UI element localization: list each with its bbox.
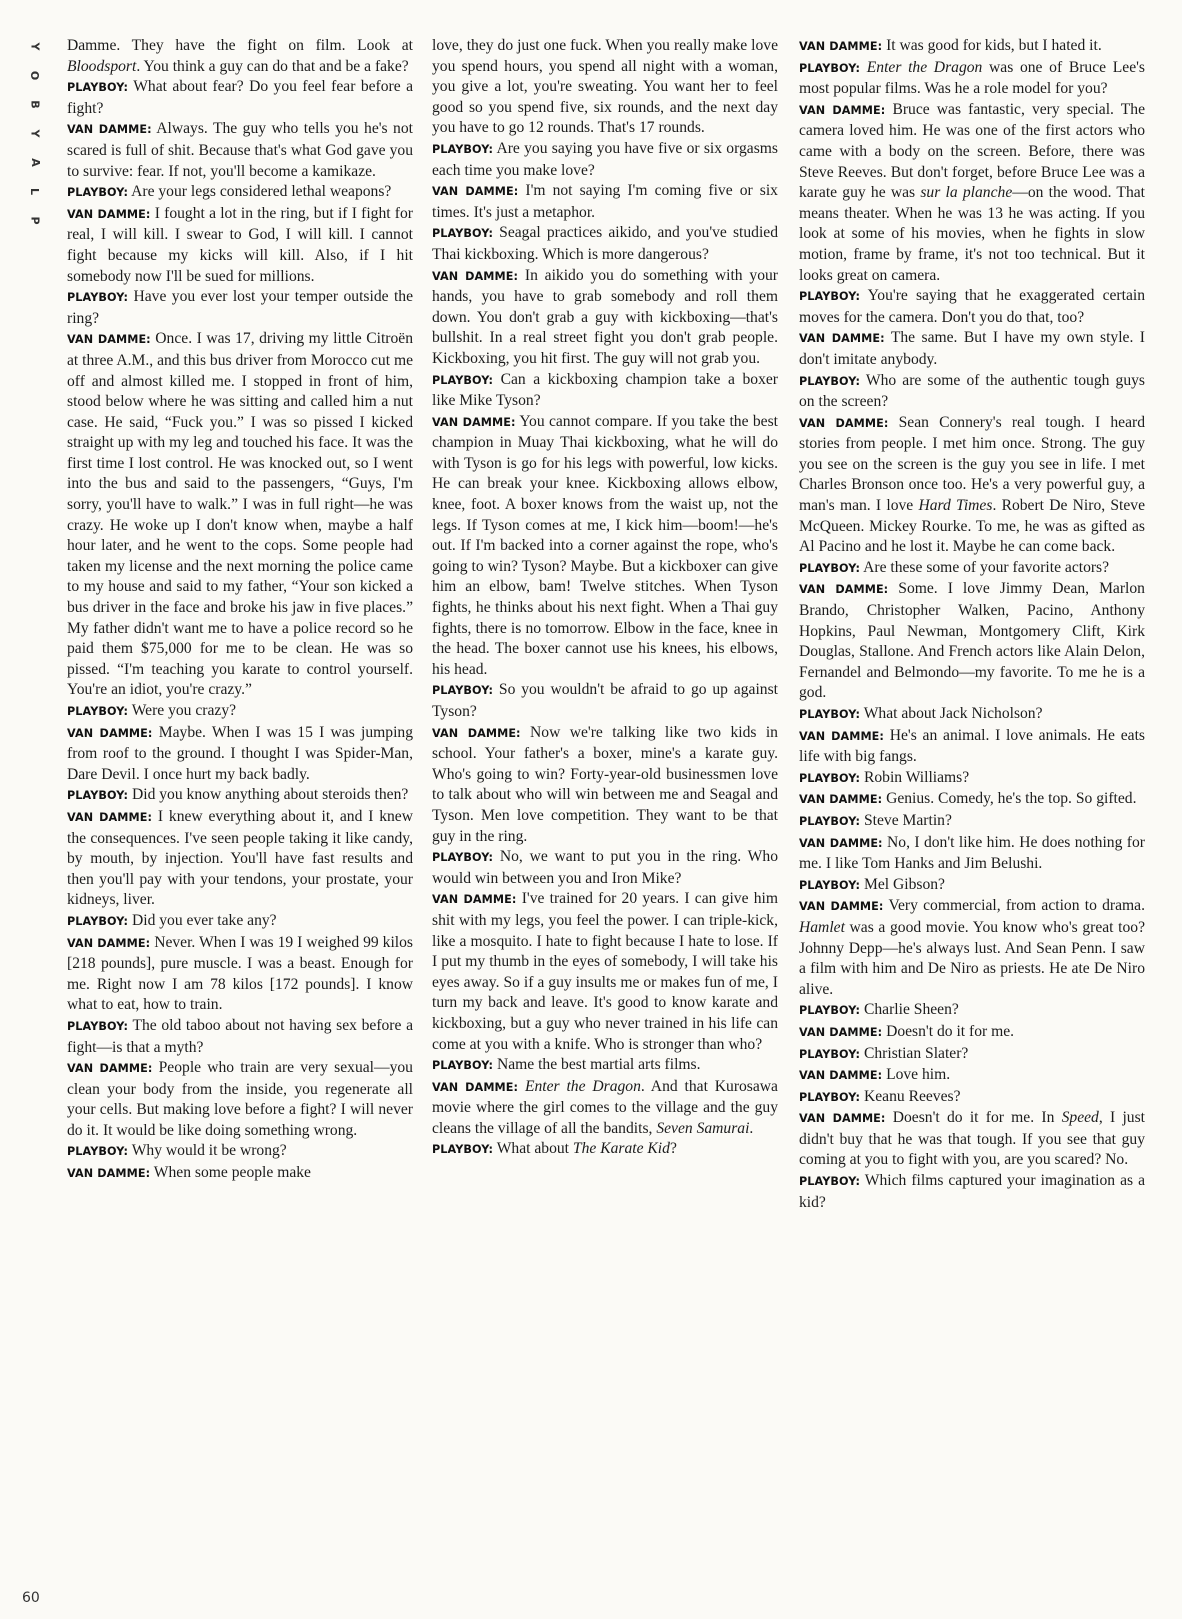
interview-paragraph xyxy=(432,1055,778,1077)
speaker-label: VAN DAMME: xyxy=(799,416,889,430)
text-column-1 xyxy=(67,36,413,1185)
paragraph-text: What about Jack Nicholson? xyxy=(863,705,1043,722)
interview-paragraph xyxy=(67,1163,413,1185)
interview-paragraph xyxy=(799,1044,1145,1066)
interview-paragraph xyxy=(799,58,1145,100)
paragraph-text: Did you ever take any? xyxy=(131,911,277,929)
speaker-label: VAN DAMME: xyxy=(799,793,883,807)
interview-paragraph xyxy=(432,139,778,181)
running-head xyxy=(28,40,42,227)
speaker-label: VAN DAMME: xyxy=(432,726,521,740)
paragraph-text: I've trained for 20 years. I can give him shit with my legs, you feel the power. I can triple-kick, like a mosquito. I hate to fight because I hate to lose. If I put my thumb in the eyes of somebody, I will take his eyes away. So if a guy insults me or makes fun of me, I turn my back and leave. It's good to know karate and kickboxing, but a guy who never trained in his life can come at you with a knife. Who is stronger than who? xyxy=(432,890,778,1053)
paragraph-text: In aikido you do something with your hands, you have to grab somebody and roll them down. You don't grab a guy with kickboxing—that's bullshit. In a real street fight you don't grab people. Kickboxing, you hit first. The guy will not grab you. xyxy=(432,266,778,367)
paragraph-text: Always. The guy who tells you he's not scared is full of shit. Because that's what God gave you to survive: fear. If not, you'll become a kamikaze. xyxy=(67,120,413,180)
paragraph-text: Never. When I was 19 I weighed 99 kilos [218 pounds], pure muscle. I was a beast. Enough for me. Right now I am 78 kilos [172 pounds]. I know what to eat, how to train. xyxy=(67,933,413,1014)
speaker-label: PLAYBOY: xyxy=(799,374,861,388)
speaker-label: VAN DAMME: xyxy=(67,810,153,824)
speaker-label: PLAYBOY: xyxy=(799,1090,861,1104)
interview-paragraph xyxy=(432,223,778,265)
paragraph-text: The old taboo about not having sex before a fight—is that a myth? xyxy=(67,1016,413,1056)
speaker-label: PLAYBOY: xyxy=(432,1143,494,1157)
interview-paragraph xyxy=(67,1058,413,1141)
speaker-label: VAN DAMME: xyxy=(799,1025,883,1039)
speaker-label: PLAYBOY: xyxy=(432,851,494,865)
interview-paragraph xyxy=(799,371,1145,413)
interview-paragraph xyxy=(799,726,1145,768)
interview-paragraph xyxy=(67,807,413,911)
speaker-label: PLAYBOY: xyxy=(799,708,861,721)
interview-paragraph xyxy=(799,833,1145,875)
speaker-label: VAN DAMME: xyxy=(67,207,151,221)
running-head-letter: A xyxy=(28,158,42,167)
paragraph-text: Robin Williams? xyxy=(863,768,970,786)
speaker-label: VAN DAMME: xyxy=(799,583,889,597)
speaker-label: PLAYBOY: xyxy=(799,1004,861,1018)
speaker-label: VAN DAMME: xyxy=(799,1069,883,1083)
paragraph-text: Some. I love Jimmy Dean, Marlon Brando, Christopher Walken, Pacino, Anthony Hopkins, Paul Newman, Montgomery Clift, Kirk Douglas, Stallone. And French actors like Alain Delon, Fernandel and Belmondo—my favorite. To me he is a god. xyxy=(799,580,1145,702)
paragraph-text: Damme. They have the fight on film. Look at Bloodsport. You think a guy can do that and be a fake? xyxy=(67,37,413,75)
interview-paragraph xyxy=(432,370,778,412)
interview-paragraph xyxy=(799,1171,1145,1213)
running-head-letter: Y xyxy=(28,42,42,51)
paragraph-text: Maybe. When I was 15 I was jumping from roof to the ground. I thought I was Spider-Man, Dare Devil. I once hurt my back badly. xyxy=(67,723,413,783)
paragraph-text: Which films captured your imagination as a kid? xyxy=(799,1172,1145,1211)
interview-paragraph xyxy=(67,1016,413,1058)
paragraph-text: No, we want to put you in the ring. Who would win between you and Iron Mike? xyxy=(432,848,778,887)
paragraph-text: Genius. Comedy, he's the top. So gifted. xyxy=(886,790,1137,808)
speaker-label: VAN DAMME: xyxy=(432,415,516,429)
speaker-label: VAN DAMME: xyxy=(799,900,884,914)
interview-paragraph xyxy=(67,36,413,77)
paragraph-text: Name the best martial arts films. xyxy=(496,1056,701,1074)
interview-paragraph xyxy=(799,286,1145,328)
interview-paragraph xyxy=(799,328,1145,370)
paragraph-text: I fought a lot in the ring, but if I fight for real, I will kill. I swear to God, I will kill. I cannot fight because my kicks will kill. Also, if I hit somebody now I'll be sued for millions. xyxy=(67,204,413,285)
interview-paragraph xyxy=(799,1000,1145,1022)
interview-paragraph xyxy=(432,1077,778,1140)
speaker-label: VAN DAMME: xyxy=(432,185,519,199)
interview-paragraph xyxy=(799,1087,1145,1109)
interview-paragraph xyxy=(67,182,413,204)
interview-paragraph xyxy=(799,789,1145,811)
paragraph-text: Once. I was 17, driving my little Citroën at three A.M., and this bus driver from Morocco cut me off and almost killed me. I stopped in front of him, stood below where he was sitting and called him a nut case. He said, “Fuck you.” I was so pissed I kicked straight up with my leg and touched his face. It was the first time I lost control. He was knocked out, so I went into the bus and said to the passengers, “Guys, I'm sorry, you'll have to walk.” I was in full right—he was crazy. He woke up I don't know when, maybe a half hour later, and he went to the cops. Some people had taken my license and the next morning the police came to my house and said to my father, “Your son kicked a bus driver in the face and broke his jaw in five places.” My father didn't want me to have a police record so he paid them $75,000 for me to be clean. He was so pissed. “I'm teaching you karate to control yourself. You're an idiot, you're crazy.” xyxy=(67,330,414,699)
speaker-label: PLAYBOY: xyxy=(432,373,494,387)
speaker-label: PLAYBOY: xyxy=(67,1019,129,1033)
interview-paragraph xyxy=(67,911,413,933)
speaker-label: PLAYBOY: xyxy=(432,1059,494,1073)
speaker-label: PLAYBOY: xyxy=(67,789,129,803)
interview-paragraph xyxy=(67,785,413,807)
interview-paragraph xyxy=(799,1065,1145,1087)
speaker-label: VAN DAMME: xyxy=(67,1062,153,1076)
interview-paragraph xyxy=(67,204,413,287)
speaker-label: VAN DAMME: xyxy=(432,893,517,907)
speaker-label: VAN DAMME: xyxy=(799,1112,886,1126)
speaker-label: VAN DAMME: xyxy=(67,726,153,740)
paragraph-text: Now we're talking like two kids in school. Your father's a boxer, mine's a karate guy. Who's going to win? Forty-year-old businessmen love to talk about who will win between me and Seagal and Tyson. Men love competition. They want to be that guy in the ring. xyxy=(432,723,778,845)
paragraph-text: Keanu Reeves? xyxy=(863,1087,961,1105)
interview-paragraph xyxy=(799,768,1145,790)
paragraph-text: Doesn't do it for me. In Speed, I just didn't buy that he was that tough. If you see that guy coming at you to fight with you, are you scared? No. xyxy=(799,1109,1145,1169)
paragraph-text: Did you know anything about steroids then? xyxy=(131,786,409,804)
text-column-2 xyxy=(432,36,778,1161)
paragraph-text: I'm not saying I'm coming five or six times. It's just a metaphor. xyxy=(432,182,778,221)
speaker-label: PLAYBOY: xyxy=(67,291,129,305)
paragraph-text: Charlie Sheen? xyxy=(863,1001,959,1019)
paragraph-text: Why would it be wrong? xyxy=(131,1142,287,1160)
interview-paragraph xyxy=(799,36,1145,58)
interview-paragraph xyxy=(67,933,413,1016)
interview-paragraph xyxy=(432,680,778,722)
paragraph-text: No, I don't like him. He does nothing for me. I like Tom Hanks and Jim Belushi. xyxy=(799,833,1145,873)
text-column-3 xyxy=(799,36,1145,1213)
interview-paragraph xyxy=(432,266,778,370)
paragraph-text: It was good for kids, but I hated it. xyxy=(886,37,1102,54)
speaker-label: PLAYBOY: xyxy=(67,81,129,95)
speaker-label: VAN DAMME: xyxy=(67,936,151,950)
paragraph-text: Sean Connery's real tough. I heard stories from people. I met him once. Strong. The guy you see on the screen is the guy you see in life. I met Charles Bronson once too. He's a very powerful guy, a man's man. I love Hard Times. Robert De Niro, Steve McQueen. Mickey Rourke. To me, he was as gifted as Al Pacino and he lost it. Maybe he can come back. xyxy=(799,413,1146,556)
paragraph-text: What about fear? Do you feel fear before a fight? xyxy=(67,78,413,117)
speaker-label: PLAYBOY: xyxy=(432,227,494,241)
paragraph-text: When some people make xyxy=(153,1164,311,1182)
interview-paragraph xyxy=(432,847,778,889)
speaker-label: PLAYBOY: xyxy=(432,684,494,698)
paragraph-text: love, they do just one fuck. When you really make love you spend hours, you spend all night with a woman, you give a lot, you're sweating. You want her to feel good so you spend five, six rounds, and the next day you have to go 12 rounds. That's 17 rounds. xyxy=(432,37,778,137)
paragraph-text: People who train are very sexual—you clean your body from the inside, you regenerate all your cells. But making love before a fight? I will never do it. It would be like doing something wrong. xyxy=(67,1059,413,1139)
interview-paragraph xyxy=(432,181,778,223)
speaker-label: PLAYBOY: xyxy=(799,61,861,75)
speaker-label: PLAYBOY: xyxy=(67,705,129,718)
speaker-label: VAN DAMME: xyxy=(67,123,152,137)
paragraph-text: Are you saying you have five or six orgasms each time you make love? xyxy=(432,139,778,179)
paragraph-text: Mel Gibson? xyxy=(863,875,945,893)
page-number: 60 xyxy=(22,1590,40,1606)
speaker-label: VAN DAMME: xyxy=(799,729,884,743)
interview-paragraph xyxy=(67,77,413,119)
interview-paragraph xyxy=(67,723,413,786)
interview-paragraph xyxy=(432,889,778,1055)
running-head-letter: P xyxy=(28,216,42,225)
interview-paragraph xyxy=(799,811,1145,833)
speaker-label: VAN DAMME: xyxy=(799,40,883,53)
paragraph-text: What about The Karate Kid? xyxy=(496,1140,677,1158)
interview-paragraph xyxy=(67,329,413,701)
paragraph-text: Who are some of the authentic tough guys on the screen? xyxy=(799,371,1145,411)
interview-paragraph xyxy=(799,875,1145,897)
paragraph-text: Can a kickboxing champion take a boxer like Mike Tyson? xyxy=(432,370,778,410)
speaker-label: PLAYBOY: xyxy=(67,1145,129,1159)
speaker-label: VAN DAMME: xyxy=(799,836,883,850)
interview-paragraph xyxy=(799,579,1145,704)
paragraph-text: Very commercial, from action to drama. Hamlet was a good movie. You know who's great too? Johnny Depp—he's always lust. And Sean Penn. I saw a film with him and De Niro as priests. He ate De Niro alive. xyxy=(799,897,1145,998)
paragraph-text: Steve Martin? xyxy=(863,811,952,829)
interview-paragraph xyxy=(799,1108,1145,1171)
speaker-label: VAN DAMME: xyxy=(432,1080,519,1094)
speaker-label: PLAYBOY: xyxy=(799,561,861,575)
paragraph-text: Are these some of your favorite actors? xyxy=(863,558,1110,576)
interview-paragraph xyxy=(432,36,778,139)
paragraph-text: Enter the Dragon was one of Bruce Lee's most popular films. Was he a role model for you? xyxy=(799,58,1145,98)
speaker-label: VAN DAMME: xyxy=(67,1167,151,1181)
running-head-letter: O xyxy=(28,70,42,81)
interview-paragraph xyxy=(432,723,778,848)
paragraph-text: Love him. xyxy=(886,1066,951,1084)
interview-paragraph xyxy=(799,413,1145,558)
speaker-label: PLAYBOY: xyxy=(799,1047,861,1061)
running-head-letter: Y xyxy=(28,129,42,138)
interview-paragraph xyxy=(799,558,1145,580)
speaker-label: PLAYBOY: xyxy=(799,771,861,785)
interview-paragraph xyxy=(799,1022,1145,1044)
speaker-label: PLAYBOY: xyxy=(67,186,129,200)
interview-paragraph xyxy=(67,287,413,329)
interview-paragraph xyxy=(432,412,778,681)
running-head-letter: B xyxy=(28,100,42,109)
speaker-label: PLAYBOY: xyxy=(799,878,861,892)
interview-paragraph xyxy=(67,701,413,723)
interview-paragraph xyxy=(799,704,1145,726)
interview-paragraph xyxy=(799,100,1145,286)
speaker-label: VAN DAMME: xyxy=(67,333,151,347)
speaker-label: PLAYBOY: xyxy=(799,290,861,304)
paragraph-text: Seagal practices aikido, and you've studied Thai kickboxing. Which is more dangerous? xyxy=(432,224,778,263)
paragraph-text: You cannot compare. If you take the best champion in Muay Thai kickboxing, what he will do with Tyson is go for his legs with powerful, low kicks. He can break your knee. Kickboxing allows elbow, knee, foot. A boxer knows from the waist up, not the legs. If Tyson comes at me, I kick him—boom!—he's out. If I'm backed into a corner against the rope, who's going to win? Tyson? Maybe. But a kickboxer can give him an elbow, bam! Twelve stitches. When Tyson fights, he thinks about his next fight. When a Thai guy fights, there is no tomorrow. Elbow in the face, knee in the head. The boxer cannot use his knees, his elbows, his head. xyxy=(432,412,778,678)
interview-paragraph xyxy=(67,1141,413,1163)
running-head-letter: L xyxy=(28,187,42,196)
speaker-label: PLAYBOY: xyxy=(799,1175,861,1189)
paragraph-text: Have you ever lost your temper outside the ring? xyxy=(67,288,413,327)
paragraph-text: Enter the Dragon. And that Kurosawa movie where the girl comes to the village and the guy cleans the village of all the bandits, Seven Samurai. xyxy=(432,1077,778,1137)
speaker-label: PLAYBOY: xyxy=(432,142,494,156)
paragraph-text: So you wouldn't be afraid to go up against Tyson? xyxy=(432,681,778,720)
interview-paragraph xyxy=(432,1139,778,1161)
paragraph-text: Were you crazy? xyxy=(131,702,237,719)
paragraph-text: The same. But I have my own style. I don't imitate anybody. xyxy=(799,329,1145,368)
speaker-label: PLAYBOY: xyxy=(799,814,861,828)
interview-paragraph xyxy=(67,119,413,182)
speaker-label: VAN DAMME: xyxy=(432,269,519,283)
speaker-label: VAN DAMME: xyxy=(799,332,885,346)
speaker-label: PLAYBOY: xyxy=(67,914,129,928)
interview-paragraph xyxy=(799,896,1145,1000)
paragraph-text: Doesn't do it for me. xyxy=(886,1022,1015,1040)
paragraph-text: Christian Slater? xyxy=(863,1044,969,1062)
speaker-label: VAN DAMME: xyxy=(799,103,886,117)
paragraph-text: Are your legs considered lethal weapons? xyxy=(131,183,392,201)
paragraph-text: I knew everything about it, and I knew the consequences. I've seen people taking it like candy, by mouth, by injection. You'll have fast results and then you'll pay with your tendons, your prostate, your kidneys, liver. xyxy=(67,807,413,909)
paragraph-text: Bruce was fantastic, very special. The camera loved him. He was one of the first actors who came with a body on the screen. Before, there was Steve Reeves. But don't forget, before Bruce Lee was a karate guy he was sur la planche—on the wood. That means theater. When he was 13 he was acting. If you look at some of his movies, when he fights in slow motion, frame by frame, it's not too technical. But it looks great on camera. xyxy=(799,100,1146,284)
paragraph-text: He's an animal. I love animals. He eats life with big fangs. xyxy=(799,726,1145,766)
paragraph-text: You're saying that he exaggerated certain moves for the camera. Don't you do that, too? xyxy=(799,287,1145,326)
